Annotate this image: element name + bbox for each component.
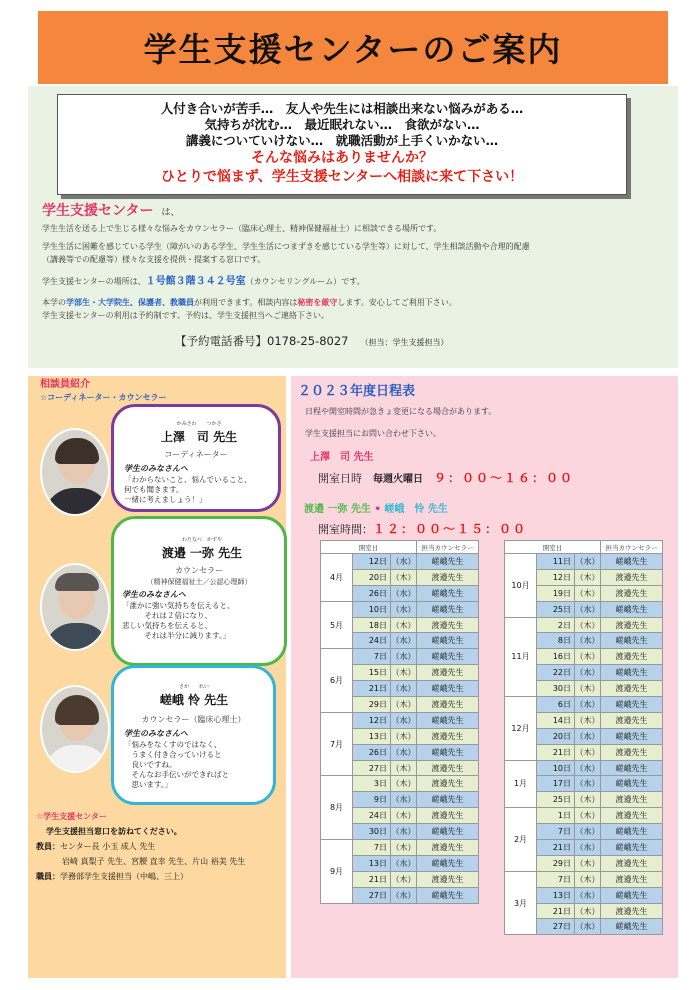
counselor-cell: 嵯峨先生 [417,855,479,871]
staff-qualification: （精神保健福祉士／公認心理師） [146,578,252,586]
weekday-cell: （木） [391,569,417,585]
weekday-cell: （水） [575,728,601,744]
counselor-cell: 渡邉先生 [601,792,663,808]
date-cell: 11日 [537,554,575,570]
callout-box [57,94,627,195]
faculty-1: センター長 小玉 成人 先生 [60,842,156,851]
counselor-2b: 嵯峨 怜 先生 [384,504,448,515]
date-cell: 20日 [353,569,391,585]
use-users: 学部生・大学院生、保護者、教職員 [66,298,194,307]
date-cell: 21日 [537,744,575,760]
date-cell: 24日 [353,633,391,649]
hours-time: ９：００～１６：００ [434,471,575,485]
date-cell: 9日 [353,792,391,808]
staff-name [144,421,254,445]
date-cell: 21日 [353,871,391,887]
date-cell: 25日 [537,792,575,808]
counselor-cell: 渡邉先生 [417,728,479,744]
schedule-table-right [504,540,663,935]
counselor-cell: 嵯峨先生 [601,697,663,713]
table-row [505,760,663,776]
center-desc-3: （講義等での配慮等）様々な支援を提供・提案する窓口です。 [42,255,266,264]
weekday-cell: （水） [575,665,601,681]
counselor-cell: 嵯峨先生 [601,554,663,570]
room-number: １号館３階３４２号室 [145,276,246,287]
weekday-cell: （水） [575,697,601,713]
month-cell: 11月 [505,617,537,696]
name-separator: • [374,504,381,515]
counselor-cell: 嵯峨先生 [601,665,663,681]
table-row [321,649,479,665]
col-counselor-header: 担当カウンセラー [417,541,479,554]
counselor-cell: 渡邉先生 [601,712,663,728]
table-row [505,617,663,633]
counselor-cell: 嵯峨先生 [601,919,663,935]
counselor-cell: 嵯峨先生 [601,840,663,856]
counselor-cell: 渡邉先生 [601,649,663,665]
counselor-cell: 渡邉先生 [601,617,663,633]
weekday-cell: （木） [391,665,417,681]
table-row [505,808,663,824]
counselor-cell: 嵯峨先生 [417,649,479,665]
date-cell: 13日 [353,728,391,744]
center-reserve: 学生支援センターの利用は予約制です。予約は、学生支援担当へご連絡下さい。 [42,311,330,320]
date-cell: 27日 [353,887,391,903]
staff-name [139,684,249,708]
counselor-1-hours [318,469,574,486]
table-row [505,871,663,887]
counselor-cell: 渡邉先生 [417,569,479,585]
weekday-cell: （木） [575,681,601,697]
date-cell: 6日 [537,697,575,713]
use-secret: 秘密を厳守 [297,298,338,307]
staff-message: 「わからないこと、悩んでいること、 何でも聞きます。 一緒に考えましょう！」 [124,475,252,504]
counselor-cell: 嵯峨先生 [417,792,479,808]
desk-heading: ☆学生支援センター [36,812,107,821]
avatar-saga [40,685,110,773]
schedule-title: ２０２３年度日程表 [298,384,416,399]
month-cell: 9月 [321,840,353,904]
month-cell: 3月 [505,871,537,935]
name-text: 渡邉 一弥 先生 [161,546,243,560]
date-cell: 18日 [353,617,391,633]
table-row [321,601,479,617]
col-counselor-header: 担当カウンセラー [601,541,663,554]
weekday-cell: （木） [575,808,601,824]
hours-day: 毎週火曜日 [373,474,423,485]
callout-red-line: ひとりで悩まず、学生支援センターへ相談に来て下さい！ [160,169,524,185]
weekday-cell: （木） [391,697,417,713]
counselor-cell: 嵯峨先生 [601,824,663,840]
staff-subheading: ☆コーディネーター・カウンセラー [40,393,167,402]
name-ruby: さが れい [178,684,209,690]
weekday-cell: （水） [391,601,417,617]
table-row [505,697,663,713]
counselor-cell: 嵯峨先生 [417,744,479,760]
counselor-cell: 嵯峨先生 [601,760,663,776]
month-cell: 4月 [321,554,353,602]
schedule-table-left [320,540,479,904]
staff-name [144,537,260,561]
counselor-cell: 嵯峨先生 [601,633,663,649]
weekday-cell: （木） [575,569,601,585]
desk-faculty-2: 岩崎 真梨子 先生、宮腰 直幸 先生、片山 裕美 先生 [62,857,246,866]
loc-post: （カウンセリングルーム）です。 [245,277,365,286]
weekday-cell: （水） [575,633,601,649]
weekday-cell: （木） [575,649,601,665]
counselor-cell: 嵯峨先生 [417,824,479,840]
counselor-1-name: 上澤 司 先生 [310,452,374,463]
hours-time: １２：００～１５：００ [373,522,528,536]
date-cell: 26日 [353,744,391,760]
callout-line: 気持ちが沈む… 最近眠れない… 食欲がない… [204,117,480,132]
date-cell: 10日 [353,601,391,617]
counselor-cell: 渡邉先生 [601,744,663,760]
counselor-cell: 渡邉先生 [417,760,479,776]
weekday-cell: （木） [575,903,601,919]
date-cell: 25日 [537,601,575,617]
counselor-cell: 渡邉先生 [417,776,479,792]
date-cell: 19日 [537,585,575,601]
counselor-2-hours [318,520,527,537]
phone-line [175,333,448,349]
weekday-cell: （木） [391,760,417,776]
date-cell: 13日 [353,855,391,871]
counselor-cell: 渡邉先生 [417,617,479,633]
profile-watanabe [111,516,287,666]
weekday-cell: （木） [391,728,417,744]
table-row [321,712,479,728]
faculty-label: 教員： [36,842,60,851]
counselor-2a: 渡邉 一弥 先生 [304,504,371,515]
date-cell: 12日 [537,569,575,585]
name-ruby: わたなべ かずや [181,537,222,543]
table-row [505,554,663,570]
date-cell: 30日 [353,824,391,840]
weekday-cell: （木） [391,808,417,824]
weekday-cell: （木） [575,792,601,808]
profile-saga [111,665,276,805]
staff-heading [40,378,167,404]
weekday-cell: （水） [391,712,417,728]
date-cell: 10日 [537,760,575,776]
counselor-cell: 渡邉先生 [601,681,663,697]
weekday-cell: （水） [391,585,417,601]
center-usage [42,296,662,309]
counselor-cell: 渡邉先生 [601,871,663,887]
counselor-cell: 嵯峨先生 [417,887,479,903]
counselor-cell: 嵯峨先生 [601,776,663,792]
staff-message: 「悩みをなくすのではなく、 うまく付き合っていけると 良いですね。 そんなお手伝いができればと 思います。」 [124,740,229,789]
schedule-note-2: 学生支援担当にお問い合わせ下さい。 [305,429,441,438]
date-cell: 3日 [353,776,391,792]
center-desc-1: 学生生活を送る上で生じる様々な悩みをカウンセラー（臨床心理士、精神保健福祉士）に相談できる場所です。 [42,224,442,233]
date-cell: 30日 [537,681,575,697]
staff-office: 学務部学生支援担当（中嶋、三上） [60,872,188,881]
date-cell: 26日 [353,585,391,601]
date-cell: 21日 [537,903,575,919]
profile-kamisawa [111,404,281,512]
callout-line: 人付き合いが苦手… 友人や先生には相談出来ない悩みがある… [160,101,524,116]
callout-line: 講義についていけない… 就職活動が上手くいかない… [185,133,499,148]
staff-message: 「誰かに強い気持ちを伝えると、 それは２倍になり、 悲しい気持ちを伝えると、 それは半分に減ります。」 [122,601,235,640]
date-cell: 16日 [537,649,575,665]
weekday-cell: （水） [391,824,417,840]
staff-label: 職員： [36,872,60,881]
weekday-cell: （木） [575,585,601,601]
weekday-cell: （木） [391,840,417,856]
counselor-cell: 渡邉先生 [601,808,663,824]
date-cell: 27日 [353,760,391,776]
date-cell: 12日 [353,712,391,728]
month-cell: 7月 [321,712,353,776]
col-date-header: 開室日 [321,541,417,554]
date-cell: 14日 [537,712,575,728]
counselor-cell: 渡邉先生 [417,665,479,681]
staff-role: カウンセラー（臨床心理士） [141,715,246,724]
counselor-cell: 嵯峨先生 [417,681,479,697]
counselor-2-names [304,500,448,515]
date-cell: 7日 [537,824,575,840]
weekday-cell: （水） [391,681,417,697]
avatar-kamisawa [40,428,110,516]
loc-pre: 学生支援センターの場所は、 [42,277,146,286]
weekday-cell: （水） [575,554,601,570]
counselor-cell: 渡邉先生 [601,569,663,585]
date-cell: 29日 [353,697,391,713]
counselor-cell: 嵯峨先生 [417,633,479,649]
desk-sub: 学生支援担当窓口を訪ねてください。 [46,827,182,836]
date-cell: 24日 [353,808,391,824]
staff-to: 学生のみなさんへ [124,464,188,473]
page-title: 学生支援センターのご案内 [143,30,563,69]
weekday-cell: （水） [391,887,417,903]
weekday-cell: （木） [575,871,601,887]
weekday-cell: （木） [575,744,601,760]
weekday-cell: （水） [575,760,601,776]
date-cell: 2日 [537,617,575,633]
month-cell: 6月 [321,649,353,713]
date-cell: 15日 [353,665,391,681]
month-cell: 8月 [321,776,353,840]
date-cell: 13日 [537,887,575,903]
month-cell: 10月 [505,554,537,618]
counselor-cell: 嵯峨先生 [417,601,479,617]
date-cell: 20日 [537,728,575,744]
date-cell: 29日 [537,855,575,871]
weekday-cell: （水） [575,601,601,617]
staff-to: 学生のみなさんへ [124,729,188,738]
counselor-cell: 嵯峨先生 [417,585,479,601]
weekday-cell: （木） [391,617,417,633]
date-cell: 7日 [537,871,575,887]
name-ruby: かみさわ つかさ [176,421,222,427]
weekday-cell: （水） [575,887,601,903]
date-cell: 21日 [353,681,391,697]
weekday-cell: （水） [391,855,417,871]
weekday-cell: （水） [391,649,417,665]
counselor-cell: 嵯峨先生 [417,554,479,570]
date-cell: 1日 [537,808,575,824]
center-name: 学生支援センター [42,203,154,219]
hours-label: 開室日時 [318,472,362,485]
counselor-cell: 嵯峨先生 [417,712,479,728]
staff-heading-text: 相談員紹介 [40,379,90,390]
date-cell: 7日 [353,840,391,856]
center-title [42,200,179,220]
col-date-header: 開室日 [505,541,601,554]
date-cell: 22日 [537,665,575,681]
table-row [321,554,479,570]
date-cell: 27日 [537,919,575,935]
weekday-cell: （水） [575,824,601,840]
use-pre: 本学の [42,298,66,307]
use-mid: が利用できます。相談内容は [194,298,298,307]
center-desc-2: 学生生活に困難を感じている学生（障がいのある学生、学生生活につまずきを感じている学生等）に対して、学生相談活動や合理的配慮 [42,242,530,251]
counselor-cell: 嵯峨先生 [601,601,663,617]
weekday-cell: （木） [575,617,601,633]
staff-to: 学生のみなさんへ [122,590,186,599]
counselor-cell: 渡邉先生 [601,903,663,919]
month-cell: 5月 [321,601,353,649]
month-cell: 2月 [505,808,537,872]
weekday-cell: （木） [391,776,417,792]
counselor-cell: 渡邉先生 [417,871,479,887]
weekday-cell: （水） [391,744,417,760]
weekday-cell: （水） [391,633,417,649]
staff-role: カウンセラー [175,566,223,575]
weekday-cell: （木） [575,712,601,728]
desk-staff [36,870,188,884]
weekday-cell: （木） [391,871,417,887]
counselor-cell: 渡邉先生 [417,808,479,824]
date-cell: 8日 [537,633,575,649]
weekday-cell: （水） [391,554,417,570]
date-cell: 21日 [537,840,575,856]
center-wa: は、 [161,208,180,218]
counselor-cell: 渡邉先生 [601,855,663,871]
phone-number: 【予約電話番号】0178-25-8027 [175,334,349,348]
counselor-cell: 嵯峨先生 [601,728,663,744]
desk-faculty [36,840,155,854]
counselor-cell: 渡邉先生 [417,697,479,713]
weekday-cell: （水） [575,919,601,935]
date-cell: 12日 [353,554,391,570]
title-banner [38,11,668,84]
date-cell: 17日 [537,776,575,792]
weekday-cell: （水） [391,792,417,808]
phone-note: （担当：学生支援担当） [360,338,449,347]
month-cell: 1月 [505,760,537,808]
schedule-note-1: 日程や開室時間が急きょ変更になる場合があります。 [305,407,497,416]
counselor-cell: 嵯峨先生 [601,887,663,903]
staff-role: コーディネーター [164,450,228,459]
use-post: します。安心してご利用下さい。 [337,298,457,307]
weekday-cell: （木） [575,855,601,871]
name-text: 嵯峨 怜 先生 [159,693,229,707]
table-row [321,776,479,792]
weekday-cell: （水） [575,840,601,856]
name-text: 上澤 司 先生 [160,430,238,444]
callout-red-line: そんな悩みはありませんか？ [251,150,433,166]
month-cell: 12月 [505,697,537,761]
center-location [42,275,662,288]
weekday-cell: （水） [575,776,601,792]
avatar-watanabe [40,563,110,651]
counselor-cell: 渡邉先生 [601,585,663,601]
date-cell: 7日 [353,649,391,665]
hours-label: 開室時間： [318,523,373,536]
table-row [321,840,479,856]
counselor-cell: 渡邉先生 [417,840,479,856]
